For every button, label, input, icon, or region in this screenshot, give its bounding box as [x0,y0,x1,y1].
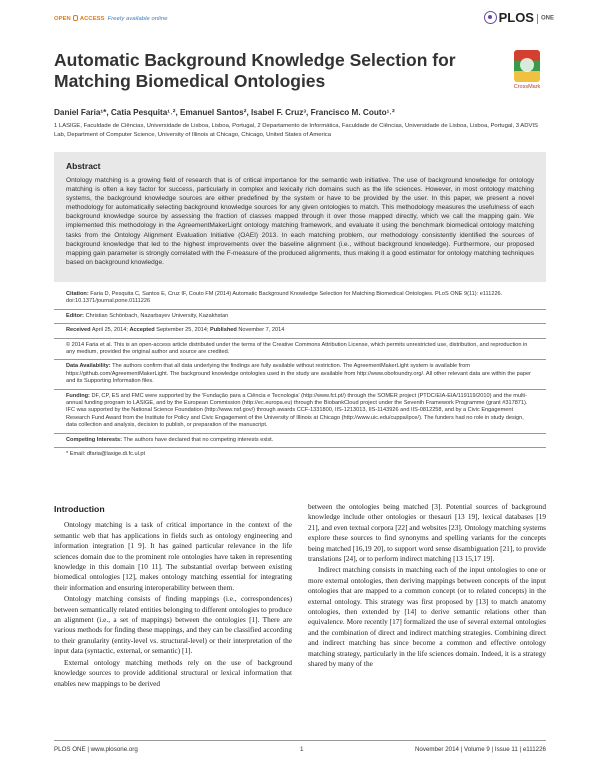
corresponding-email[interactable]: * Email: dfaria@lasige.di.fc.ul.pt [66,451,146,458]
intro-paragraph: Ontology matching consists of finding mappings (i.e., correspondences) between semantically related entities belonging to different ontologies to produce an alignment (i.e., a set of mappings) between the ontologies [1]. There are various methods for finding these mappings, and they can be classified according to their granularity (entity-level vs. structural-level) or their interpretation of the input data (syntactic, external, or semantic) [1]. [54,594,292,656]
freely-available-text: Freely available online [107,16,168,22]
plos-logo-icon [484,11,497,24]
access-text: ACCESS [79,16,105,22]
logo-divider [537,14,538,24]
received-label: Received [66,327,91,334]
competing-interests-label: Competing Interests: [66,436,122,443]
data-availability-label: Data Availability: [66,363,111,370]
funding-text: DF, CP, ES and FMC were supported by the 'Fundação para a Ciência e Tecnologia' (http://www.fct.pt/) through the SOMER project (PTDC/EIA-EIA/119119/2010) and the multi-annual funding program to LASIGE, and by the European Commission (http://ec.europa.eu) through the BiobankCloud project under the Seventh Framework Programme (grant #317871). IFC was supported by the National Science Foundation (http://www.nsf.gov/) through awards CCF-1331800, IIS-1213013, IIS-1143926 and IIS-0812258, and by a Civic Engagement Research Fund Award from the Institute for Policy and Civic Engagement of the University of Illinois at Chicago (http://www.uic.edu/cuppa/ipce/). The funders had no role in study design, data collection and analysis, decision to publish, or preparation of the manuscript. [66,392,528,429]
intro-paragraph: External ontology matching methods rely on the use of background knowledge sources to provide additional structural or lexical information that enables new mappings to be derived [54,657,292,688]
intro-paragraph: Ontology matching is a task of critical importance in the context of the semantic web that has applications in fields such as ontology engineering and information integration [1 9]. It has gained particular relevance in the life sciences domain due to the prominent role ontologies have taken in representing knowledge in this domain [10 11]. The substantial overlap between existing biomedical ontologies [12], makes ontology matching essential for integrating their information and ensuring interoperability between them. [54,520,292,592]
copyright-text: © 2014 Faria et al. This is an open-access article distributed under the terms of the Creative Commons Attribution License, which permits unrestricted use, distribution, and reproduction in any medium, provided the original author and source are credited. [66,341,528,356]
competing-interests-text: The authors have declared that no competing interests exist. [123,436,274,443]
abstract-text: Ontology matching is a growing field of research that is of critical importance for the semantic web initiative. The use of background knowledge for ontology matching is often a key factor for success, particularly in complex and lexically rich domains such as the life sciences. However, in most ontology matching systems, the background knowledge sources are either predefined by the system or have to be provided by the user. In this paper, we present a novel methodology for automatically selecting background knowledge sources for any given ontologies to match. This methodology measures the usefulness of each background knowledge source by assessing the fraction of classes mapped through it over those mapped directly, which we call the mapping gain. We implemented this methodology in the AgreementMakerLight ontology matching framework, and evaluate it using the benchmark biomedical ontology matching tasks from the Ontology Alignment Evaluation Initiative (OAEI) 2013. In each matching problem, our methodology consistently identified the sources of background knowledge that led to the highest improvements over the baseline alignment (i.e., without background knowledge). Furthermore, our proposed mapping gain parameter is strongly correlated with the F-measure of the produced alignments, thus making it a good estimator for ontology matching techniques based on background knowledge. [66,177,534,266]
editor-text: Christian Schönbach, Nazarbayev University, Kazakhstan [85,312,229,319]
abstract-box [54,152,546,282]
email-row [54,448,546,461]
article-title: Automatic Background Knowledge Selection for Matching Biomedical Ontologies [54,50,456,91]
left-column [54,502,292,690]
citation-text: Faria D, Pesquita C, Santos E, Cruz IF, Couto FM (2014) Automatic Background Knowledge Selection for Matching Biomedical Ontologies. PLoS ONE 9(11): e111226. doi:10.1371/journal.pone.0111226 [66,291,503,305]
crossmark-badge[interactable] [508,50,546,90]
funding-label: Funding: [66,392,90,399]
published-label: Published [210,327,237,334]
competing-interests-row [54,434,546,448]
abstract-heading: Abstract [66,161,101,171]
accepted-date: September 25, 2014; [156,327,209,334]
copyright-row [54,339,546,361]
crossmark-icon [514,50,540,82]
page-number: 1 [300,746,304,753]
journal-logo[interactable] [484,10,554,25]
intro-paragraph: Indirect matching consists in matching each of the input ontologies to one or more external ontologies, then deriving mappings between concepts of the input ontologies that are mapped to a common concept (or to related concepts) in the external ontology. This strategy was first proposed by [13] to match anatomy ontologies, then extended by [14] to derive semantic relations other than equivalence. More recently [17] formalized the use of several external ontologies and the combination of direct and indirect matching strategies. Combining direct and indirect matching has since become a common and effective ontology matching strategy, particularly in the life sciences domain. Indeed, it is a strategy shared by many of the [308,565,546,669]
right-column [308,502,546,671]
affiliations: 1 LASIGE, Faculdade de Ciências, Universidade de Lisboa, Lisboa, Portugal, 2 Departamento de Informática, Faculdade de Ciências, Universidade de Lisboa, Lisboa, Portugal, 3 ADVIS Lab, Department of Computer Science, University of Illinois at Chicago, Chicago, United States of America [54,123,538,138]
dates-row [54,324,546,338]
data-availability-row [54,360,546,389]
editor-row [54,310,546,324]
open-access-text: OPEN [54,16,71,22]
editor-label: Editor: [66,312,85,319]
crossmark-label: CrossMark [513,84,541,90]
intro-paragraph: between the ontologies being matched [3]. Potential sources of background knowledge include other ontologies or thesauri [13 19], lexical databases [19 21], and even textual corpora [22] and websites [23]. Ontology matching systems explore these sources to find synonyms and spelling variants for the concepts being matched [16,19 20], to support word sense disambiguation [21], to provide translations [24], or to perform indirect matching [13 15,17 19]. [308,502,546,564]
footer-issue-info: November 2014 | Volume 9 | Issue 11 | e111226 [414,746,546,753]
accepted-label: Accepted [129,327,155,334]
journal-header [54,10,554,26]
received-date: April 25, 2014; [91,327,128,334]
journal-name: PLOS [498,10,534,25]
funding-row [54,390,546,434]
author-list: Daniel Faria¹*, Catia Pesquita¹˒², Emanuel Santos², Isabel F. Cruz³, Francisco M. Couto¹˒² [54,108,395,117]
published-date: November 7, 2014 [238,327,285,334]
citation-row [54,288,546,310]
footer-journal-site[interactable]: PLOS ONE | www.plosone.org [54,746,138,753]
journal-subname: ONE [540,15,554,22]
introduction-heading: Introduction [54,504,105,514]
page-footer [54,740,546,752]
lock-icon [73,15,78,21]
data-availability-text: The authors confirm that all data underlying the findings are fully available without restriction. The AgreementMakerLight system is available from https://github.com/AgreementMakerLight. The background knowledge ontologies used in the study are available from http://www.obofoundry.org/. All other relevant data are within the paper and its Supporting Information files. [66,363,531,385]
open-access-badge [54,15,168,22]
article-metadata [54,288,546,462]
citation-label: Citation: [66,291,89,297]
